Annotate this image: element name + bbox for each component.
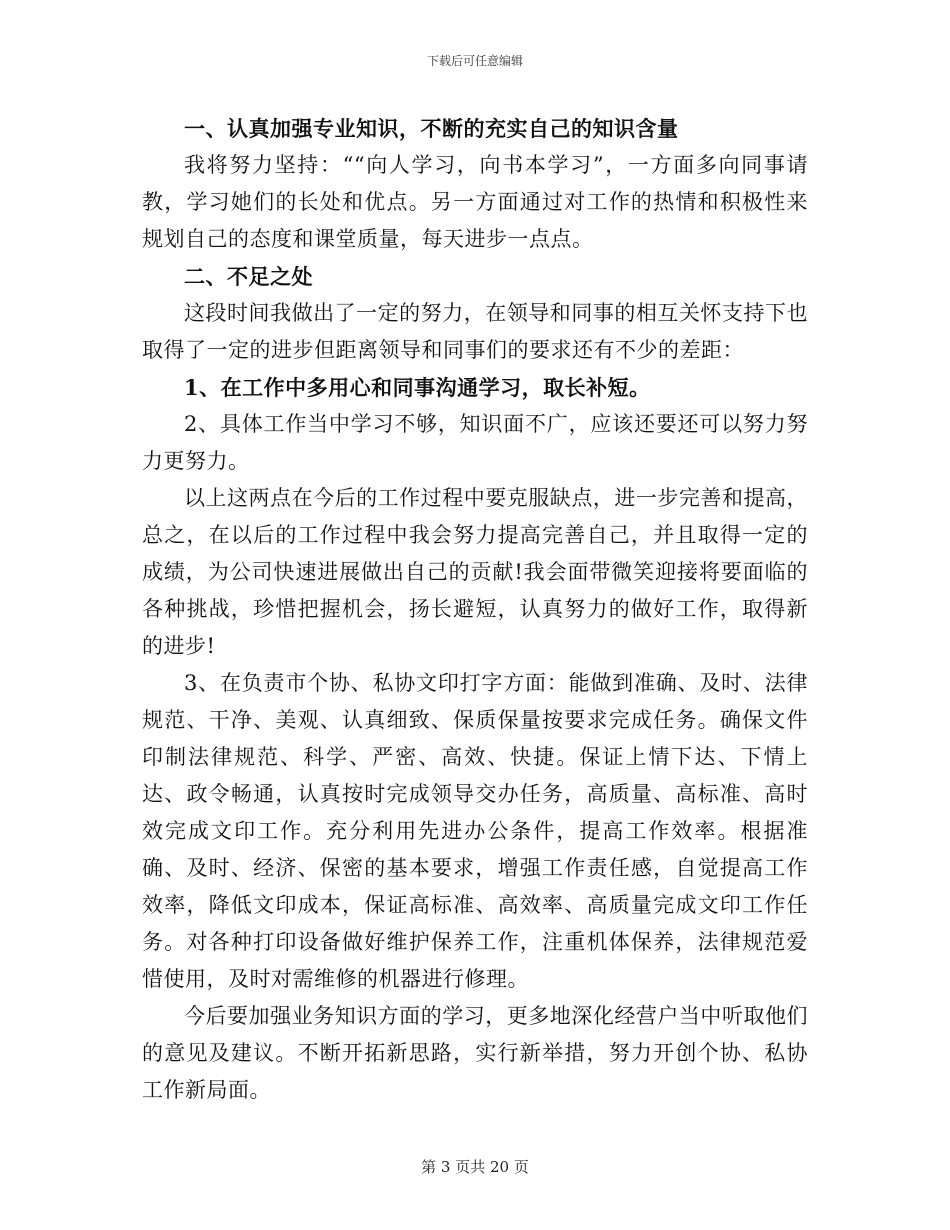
paragraph: 今后要加强业务知识方面的学习，更多地深化经营户当中听取他们的意见及建议。不断开拓新思路，实行新举措，努力开创个协、私协工作新局面。 xyxy=(142,1004,808,1102)
paragraph: 我将努力坚持：““向人学习，向书本学习”，一方面多向同事请教，学习她们的长处和优点。另一方面通过对工作的热情和积极性来规划自己的态度和课堂质量，每天进步一点点。 xyxy=(142,153,808,251)
list-item-bold: 1、在工作中多用心和同事沟通学习，取长补短。 xyxy=(184,375,651,400)
page-number: 第 3 页共 20 页 xyxy=(421,1158,529,1176)
document-body xyxy=(142,110,808,1109)
header-note: 下载后可任意编辑 xyxy=(426,54,523,68)
list-item: 3、在负责市个协、私协文印打字方面：能做到准确、及时、法律规范、干净、美观、认真细致、保质保量按要求完成任务。确保文件印制法律规范、科学、严密、高效、快捷。保证上情下达、下情上达、政令畅通，认真按时完成领导交办任务，高质量、高标准、高时效完成文印工作。充分利用先进办公条件，提高工作效率。根据准确、及时、经济、保密的基本要求，增强工作责任感，自觉提高工作效率，降低文印成本，保证高标准、高效率、高质量完成文印工作任务。对各种打印设备做好维护保养工作，注重机体保养，法律规范爱惜使用，及时对需维修的机器进行修理。 xyxy=(142,671,808,991)
heading-2: 二、不足之处 xyxy=(184,264,313,289)
heading-1: 一、认真加强专业知识，不断的充实自己的知识含量 xyxy=(184,116,679,141)
paragraph: 以上这两点在今后的工作过程中要克服缺点，进一步完善和提高，总之，在以后的工作过程中我会努力提高完善自己，并且取得一定的成绩，为公司快速进展做出自己的贡献!我会面带微笑迎接将要面临的各种挑战，珍惜把握机会，扬长避短，认真努力的做好工作，取得新的进步! xyxy=(142,486,808,658)
list-item: 2、具体工作当中学习不够，知识面不广，应该还要还可以努力努力更努力。 xyxy=(142,412,808,473)
paragraph: 这段时间我做出了一定的努力，在领导和同事的相互关怀支持下也取得了一定的进步但距离领导和同事们的要求还有不少的差距： xyxy=(142,301,808,362)
